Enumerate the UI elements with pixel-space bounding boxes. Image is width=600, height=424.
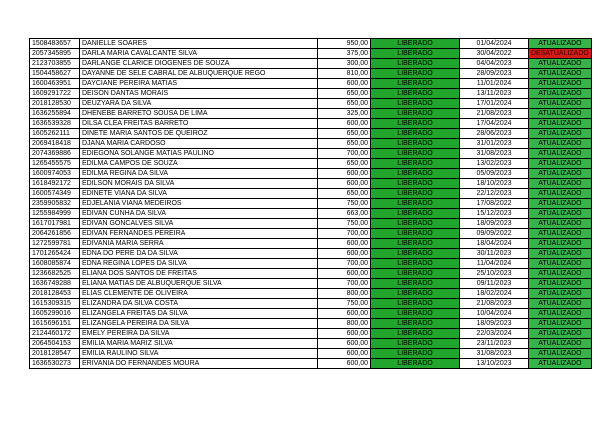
cell-value[interactable]: 300,00 — [318, 59, 371, 69]
cell-status[interactable]: LIBERADO — [371, 319, 460, 329]
table-row — [30, 149, 592, 159]
cell-status[interactable]: LIBERADO — [371, 189, 460, 199]
cell-situation[interactable]: ATUALIZADO — [529, 199, 592, 209]
cell-id[interactable]: 1636530273 — [30, 359, 80, 369]
table-row — [30, 109, 592, 119]
cell-situation[interactable]: ATUALIZADO — [529, 359, 592, 369]
cell-date[interactable]: 25/10/2023 — [460, 269, 529, 279]
table-row — [30, 169, 592, 179]
cell-id[interactable]: 1636749288 — [30, 279, 80, 289]
cell-id[interactable]: 2359905832 — [30, 199, 80, 209]
cell-situation[interactable]: ATUALIZADO — [529, 279, 592, 289]
cell-name[interactable]: EDJELANIA VIANA MEDEIROS — [80, 199, 318, 209]
cell-situation[interactable]: ATUALIZADO — [529, 119, 592, 129]
cell-date[interactable]: 30/04/2022 — [460, 49, 529, 59]
spreadsheet — [29, 38, 592, 369]
table-row — [30, 219, 592, 229]
cell-status[interactable]: LIBERADO — [371, 299, 460, 309]
cell-situation[interactable]: ATUALIZADO — [529, 219, 592, 229]
cell-value[interactable]: 700,00 — [318, 229, 371, 239]
cell-id[interactable]: 1608085874 — [30, 259, 80, 269]
cell-situation[interactable]: ATUALIZADO — [529, 79, 592, 89]
table-row — [30, 179, 592, 189]
cell-id[interactable]: 2057345895 — [30, 49, 80, 59]
table-row — [30, 119, 592, 129]
cell-situation[interactable]: ATUALIZADO — [529, 249, 592, 259]
cell-situation[interactable]: ATUALIZADO — [529, 229, 592, 239]
cell-name[interactable]: EDINETE VIANA DA SILVA — [80, 189, 318, 199]
cell-value[interactable]: 600,00 — [318, 359, 371, 369]
cell-situation[interactable]: ATUALIZADO — [529, 319, 592, 329]
cell-value[interactable]: 650,00 — [318, 189, 371, 199]
cell-date[interactable]: 11/04/2024 — [460, 259, 529, 269]
table-row — [30, 69, 592, 79]
cell-name[interactable]: EDIEGONA SOLANGE MATIAS PAULINO — [80, 149, 318, 159]
cell-date[interactable]: 18/10/2023 — [460, 179, 529, 189]
cell-name[interactable]: DARLA MARIA CAVALCANTE SILVA — [80, 49, 318, 59]
cell-status[interactable]: LIBERADO — [371, 219, 460, 229]
cell-name[interactable]: ELIZANGELA FREITAS DA SILVA — [80, 309, 318, 319]
cell-name[interactable]: EDILMA REGINA DA SILVA — [80, 169, 318, 179]
table-row — [30, 79, 592, 89]
cell-status[interactable]: LIBERADO — [371, 239, 460, 249]
cell-status[interactable]: LIBERADO — [371, 209, 460, 219]
cell-id[interactable]: 1600974053 — [30, 169, 80, 179]
cell-value[interactable]: 950,00 — [318, 39, 371, 49]
cell-situation[interactable]: ATUALIZADO — [529, 209, 592, 219]
cell-id[interactable]: 2018128530 — [30, 99, 80, 109]
cell-name[interactable]: DILSA CLEA FREITAS BARRETO — [80, 119, 318, 129]
cell-id[interactable]: 1600574349 — [30, 189, 80, 199]
cell-date[interactable]: 11/01/2024 — [460, 79, 529, 89]
cell-name[interactable]: DAYANNE DE SELE CABRAL DE ALBUQUERQUE REGO — [80, 69, 318, 79]
cell-value[interactable]: 600,00 — [318, 349, 371, 359]
cell-value[interactable]: 800,00 — [318, 319, 371, 329]
cell-name[interactable]: ELIZANDRA DA SILVA COSTA — [80, 299, 318, 309]
cell-situation[interactable]: ATUALIZADO — [529, 269, 592, 279]
cell-date[interactable]: 31/08/2023 — [460, 349, 529, 359]
cell-status[interactable]: LIBERADO — [371, 49, 460, 59]
cell-id[interactable]: 1617017981 — [30, 219, 80, 229]
cell-date[interactable]: 22/03/2024 — [460, 329, 529, 339]
data-table — [29, 38, 592, 369]
cell-id[interactable]: 1508483657 — [30, 39, 80, 49]
table-row — [30, 259, 592, 269]
cell-status[interactable]: LIBERADO — [371, 159, 460, 169]
cell-status[interactable]: LIBERADO — [371, 69, 460, 79]
cell-date[interactable]: 17/04/2024 — [460, 119, 529, 129]
cell-status[interactable]: LIBERADO — [371, 359, 460, 369]
table-row — [30, 309, 592, 319]
cell-id[interactable]: 2123703855 — [30, 59, 80, 69]
cell-value[interactable]: 650,00 — [318, 159, 371, 169]
cell-situation[interactable]: ATUALIZADO — [529, 349, 592, 359]
cell-value[interactable]: 800,00 — [318, 289, 371, 299]
cell-status[interactable]: LIBERADO — [371, 339, 460, 349]
cell-name[interactable]: EMILIA RAULINO SILVA — [80, 349, 318, 359]
cell-id[interactable]: 1605299016 — [30, 309, 80, 319]
cell-status[interactable]: LIBERADO — [371, 259, 460, 269]
cell-status[interactable]: LIBERADO — [371, 169, 460, 179]
cell-id[interactable]: 1605262111 — [30, 129, 80, 139]
cell-id[interactable]: 1609291722 — [30, 89, 80, 99]
cell-situation[interactable]: ATUALIZADO — [529, 289, 592, 299]
cell-name[interactable]: DANIELLE SOARES — [80, 39, 318, 49]
cell-date[interactable]: 15/12/2023 — [460, 209, 529, 219]
table-row — [30, 49, 592, 59]
cell-date[interactable]: 18/02/2024 — [460, 289, 529, 299]
cell-situation[interactable]: ATUALIZADO — [529, 129, 592, 139]
cell-situation[interactable]: ATUALIZADO — [529, 299, 592, 309]
cell-status[interactable]: LIBERADO — [371, 109, 460, 119]
cell-id[interactable]: 1615309315 — [30, 299, 80, 309]
cell-value[interactable]: 650,00 — [318, 129, 371, 139]
cell-situation[interactable]: ATUALIZADO — [529, 99, 592, 109]
cell-date[interactable]: 30/11/2023 — [460, 249, 529, 259]
cell-name[interactable]: DJANA MARIA CARDOSO — [80, 139, 318, 149]
cell-id[interactable]: 1701265424 — [30, 249, 80, 259]
cell-situation[interactable]: ATUALIZADO — [529, 149, 592, 159]
cell-name[interactable]: ELIZANGELA PEREIRA DA SILVA — [80, 319, 318, 329]
cell-value[interactable]: 650,00 — [318, 89, 371, 99]
cell-value[interactable]: 700,00 — [318, 149, 371, 159]
cell-status[interactable]: LIBERADO — [371, 249, 460, 259]
cell-status[interactable]: LIBERADO — [371, 129, 460, 139]
table-row — [30, 319, 592, 329]
table-row — [30, 249, 592, 259]
cell-id[interactable]: 2018128547 — [30, 349, 80, 359]
table-row — [30, 289, 592, 299]
cell-value[interactable]: 600,00 — [318, 239, 371, 249]
cell-date[interactable]: 09/09/2022 — [460, 229, 529, 239]
cell-id[interactable]: 1265455575 — [30, 159, 80, 169]
cell-date[interactable]: 22/12/2023 — [460, 189, 529, 199]
table-row — [30, 89, 592, 99]
cell-date[interactable]: 13/02/2023 — [460, 159, 529, 169]
cell-id[interactable]: 1504458627 — [30, 69, 80, 79]
cell-id[interactable]: 2018128453 — [30, 289, 80, 299]
cell-status[interactable]: LIBERADO — [371, 39, 460, 49]
cell-value[interactable]: 375,00 — [318, 49, 371, 59]
cell-status[interactable]: LIBERADO — [371, 99, 460, 109]
table-body — [30, 39, 592, 369]
cell-value[interactable]: 600,00 — [318, 249, 371, 259]
cell-value[interactable]: 600,00 — [318, 79, 371, 89]
cell-status[interactable]: LIBERADO — [371, 149, 460, 159]
cell-value[interactable]: 663,00 — [318, 209, 371, 219]
table-row — [30, 99, 592, 109]
cell-id[interactable]: 2064504153 — [30, 339, 80, 349]
cell-name[interactable]: EMILIA MARIA MARIZ SILVA — [80, 339, 318, 349]
cell-date[interactable]: 04/04/2023 — [460, 59, 529, 69]
cell-name[interactable]: ERIVANIA DO FERNANDES MOURA — [80, 359, 318, 369]
cell-date[interactable]: 23/11/2023 — [460, 339, 529, 349]
cell-situation[interactable]: ATUALIZADO — [529, 89, 592, 99]
cell-status[interactable]: LIBERADO — [371, 79, 460, 89]
cell-value[interactable]: 325,00 — [318, 109, 371, 119]
cell-status[interactable]: LIBERADO — [371, 199, 460, 209]
cell-value[interactable]: 750,00 — [318, 219, 371, 229]
cell-name[interactable]: EDNA DO PERE DA DA SILVA — [80, 249, 318, 259]
cell-situation[interactable]: ATUALIZADO — [529, 339, 592, 349]
cell-id[interactable]: 1615696151 — [30, 319, 80, 329]
cell-name[interactable]: EDILSON MORAIS DA SILVA — [80, 179, 318, 189]
cell-situation[interactable]: ATUALIZADO — [529, 239, 592, 249]
cell-date[interactable]: 31/08/2023 — [460, 149, 529, 159]
cell-name[interactable]: EDILMA CAMPOS DE SOUZA — [80, 159, 318, 169]
cell-value[interactable]: 600,00 — [318, 339, 371, 349]
cell-status[interactable]: LIBERADO — [371, 289, 460, 299]
cell-name[interactable]: EDIVAN FERNANDES PEREIRA — [80, 229, 318, 239]
cell-situation[interactable]: ATUALIZADO — [529, 179, 592, 189]
cell-date[interactable]: 13/10/2023 — [460, 359, 529, 369]
cell-situation[interactable]: DESATUALIZADO — [529, 49, 592, 59]
cell-value[interactable]: 700,00 — [318, 279, 371, 289]
table-row — [30, 59, 592, 69]
table-row — [30, 349, 592, 359]
cell-date[interactable]: 17/08/2022 — [460, 199, 529, 209]
cell-name[interactable]: DAYCIANE PEREIRA MATIAS — [80, 79, 318, 89]
cell-id[interactable]: 1272599781 — [30, 239, 80, 249]
cell-status[interactable]: LIBERADO — [371, 89, 460, 99]
cell-status[interactable]: LIBERADO — [371, 329, 460, 339]
cell-name[interactable]: EMELY PEREIRA DA SILVA — [80, 329, 318, 339]
cell-value[interactable]: 650,00 — [318, 139, 371, 149]
cell-date[interactable]: 31/01/2023 — [460, 139, 529, 149]
cell-value[interactable]: 810,00 — [318, 69, 371, 79]
cell-status[interactable]: LIBERADO — [371, 139, 460, 149]
cell-id[interactable]: 2074369886 — [30, 149, 80, 159]
cell-situation[interactable]: ATUALIZADO — [529, 59, 592, 69]
cell-situation[interactable]: ATUALIZADO — [529, 329, 592, 339]
cell-date[interactable]: 28/09/2023 — [460, 69, 529, 79]
cell-date[interactable]: 05/09/2023 — [460, 169, 529, 179]
table-row — [30, 39, 592, 49]
cell-name[interactable]: DARLANGE CLARICE DIOGENES DE SOUZA — [80, 59, 318, 69]
cell-name[interactable]: ELIANA DOS SANTOS DE FREITAS — [80, 269, 318, 279]
cell-value[interactable]: 700,00 — [318, 259, 371, 269]
cell-name[interactable]: ELIANA MATIAS DE ALBUQUERQUE SILVA — [80, 279, 318, 289]
cell-name[interactable]: EDIVAN CUNHA DA SILVA — [80, 209, 318, 219]
cell-situation[interactable]: ATUALIZADO — [529, 169, 592, 179]
table-row — [30, 339, 592, 349]
cell-date[interactable]: 01/04/2024 — [460, 39, 529, 49]
cell-date[interactable]: 18/09/2023 — [460, 219, 529, 229]
cell-id[interactable]: 2124460172 — [30, 329, 80, 339]
cell-id[interactable]: 1600463951 — [30, 79, 80, 89]
cell-id[interactable]: 2064261856 — [30, 229, 80, 239]
table-row — [30, 199, 592, 209]
table-row — [30, 359, 592, 369]
table-row — [30, 229, 592, 239]
cell-date[interactable]: 17/01/2024 — [460, 99, 529, 109]
cell-date[interactable]: 21/08/2023 — [460, 109, 529, 119]
cell-id[interactable]: 2069418418 — [30, 139, 80, 149]
cell-name[interactable]: EDIVAN GONCALVES SILVA — [80, 219, 318, 229]
cell-situation[interactable]: ATUALIZADO — [529, 309, 592, 319]
cell-status[interactable]: LIBERADO — [371, 59, 460, 69]
cell-date[interactable]: 21/08/2023 — [460, 299, 529, 309]
cell-date[interactable]: 28/06/2023 — [460, 129, 529, 139]
table-row — [30, 159, 592, 169]
cell-date[interactable]: 09/11/2023 — [460, 279, 529, 289]
cell-id[interactable]: 1636255894 — [30, 109, 80, 119]
cell-situation[interactable]: ATUALIZADO — [529, 189, 592, 199]
table-row — [30, 239, 592, 249]
table-row — [30, 139, 592, 149]
cell-name[interactable]: DINETE MARIA SANTOS DE QUEIROZ — [80, 129, 318, 139]
cell-name[interactable]: ELIAS CLEMENTE DE OLIVEIRA — [80, 289, 318, 299]
cell-situation[interactable]: ATUALIZADO — [529, 69, 592, 79]
cell-situation[interactable]: ATUALIZADO — [529, 139, 592, 149]
cell-value[interactable]: 600,00 — [318, 179, 371, 189]
cell-status[interactable]: LIBERADO — [371, 309, 460, 319]
cell-name[interactable]: EDIVANIA MARIA SERRA — [80, 239, 318, 249]
cell-value[interactable]: 600,00 — [318, 119, 371, 129]
table-row — [30, 269, 592, 279]
cell-status[interactable]: LIBERADO — [371, 119, 460, 129]
table-row — [30, 129, 592, 139]
cell-name[interactable]: EDNA REGINA LOPES DA SILVA — [80, 259, 318, 269]
cell-value[interactable]: 600,00 — [318, 329, 371, 339]
cell-status[interactable]: LIBERADO — [371, 349, 460, 359]
cell-value[interactable]: 600,00 — [318, 309, 371, 319]
table-row — [30, 209, 592, 219]
table-row — [30, 279, 592, 289]
cell-name[interactable]: DEUZYARA DA SILVA — [80, 99, 318, 109]
table-row — [30, 189, 592, 199]
cell-situation[interactable]: ATUALIZADO — [529, 259, 592, 269]
cell-id[interactable]: 1236682525 — [30, 269, 80, 279]
cell-date[interactable]: 13/11/2023 — [460, 89, 529, 99]
cell-id[interactable]: 1255984999 — [30, 209, 80, 219]
cell-name[interactable]: DHENEBE BARRETO SOUSA DE LIMA — [80, 109, 318, 119]
cell-situation[interactable]: ATUALIZADO — [529, 39, 592, 49]
cell-id[interactable]: 1618492172 — [30, 179, 80, 189]
cell-value[interactable]: 750,00 — [318, 299, 371, 309]
cell-status[interactable]: LIBERADO — [371, 279, 460, 289]
cell-status[interactable]: LIBERADO — [371, 269, 460, 279]
cell-id[interactable]: 1636539328 — [30, 119, 80, 129]
cell-value[interactable]: 750,00 — [318, 199, 371, 209]
cell-date[interactable]: 10/04/2024 — [460, 309, 529, 319]
cell-value[interactable]: 650,00 — [318, 99, 371, 109]
cell-status[interactable]: LIBERADO — [371, 179, 460, 189]
cell-situation[interactable]: ATUALIZADO — [529, 159, 592, 169]
cell-value[interactable]: 600,00 — [318, 169, 371, 179]
table-row — [30, 299, 592, 309]
table-row — [30, 329, 592, 339]
cell-situation[interactable]: ATUALIZADO — [529, 109, 592, 119]
cell-value[interactable]: 600,00 — [318, 269, 371, 279]
cell-date[interactable]: 18/04/2024 — [460, 239, 529, 249]
cell-date[interactable]: 18/09/2023 — [460, 319, 529, 329]
cell-name[interactable]: DEISON DANTAS MORAIS — [80, 89, 318, 99]
cell-status[interactable]: LIBERADO — [371, 229, 460, 239]
